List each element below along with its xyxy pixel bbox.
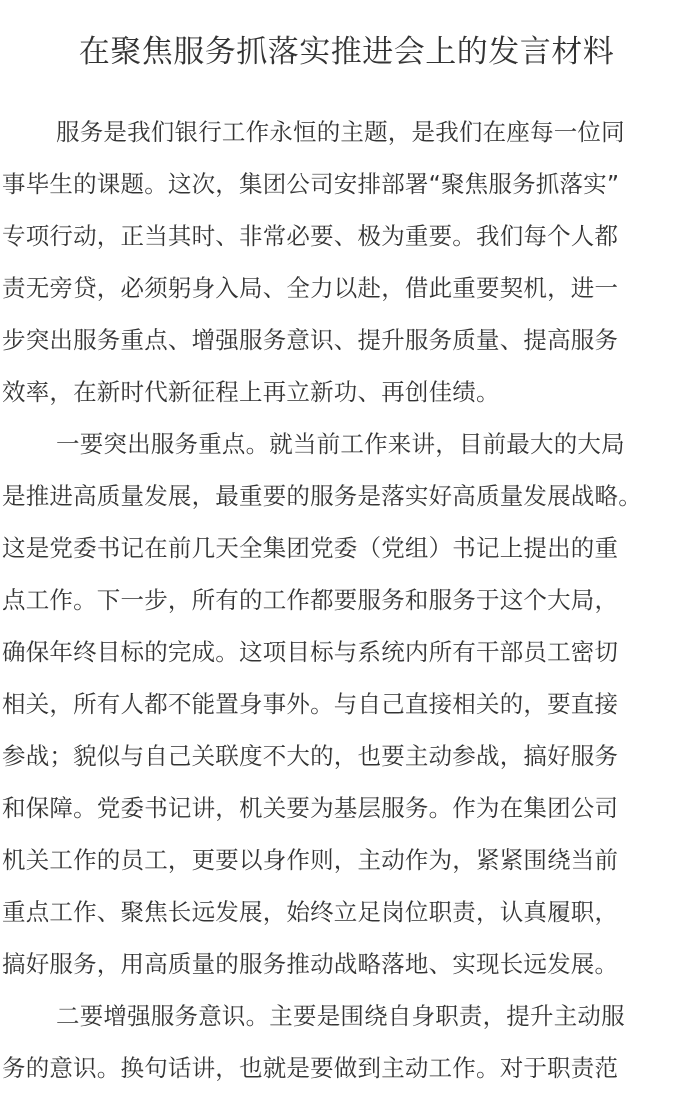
paragraph-line: 这是党委书记在前几天全集团党委（党组）书记上提出的重: [2, 534, 619, 562]
paragraph-line: 重点工作、聚焦长远发展，始终立足岗位职责，认真履职，: [2, 898, 619, 926]
document-title: 在聚焦服务抓落实推进会上的发言材料: [78, 34, 615, 70]
document-body: [2, 106, 692, 1094]
paragraph-line: 服务是我们银行工作永恒的主题，是我们在座每一位同: [56, 118, 625, 146]
paragraph-line: 务的意识。换句话讲，也就是要做到主动工作。对于职责范: [2, 1054, 619, 1082]
paragraph-service-theme: [2, 106, 692, 418]
paragraph-line: 点工作。下一步，所有的工作都要服务和服务于这个大局，: [2, 586, 619, 614]
paragraph-service-awareness: [2, 990, 692, 1094]
paragraph-line: 机关工作的员工，更要以身作则，主动作为，紧紧围绕当前: [2, 846, 619, 874]
paragraph-line: 确保年终目标的完成。这项目标与系统内所有干部员工密切: [2, 638, 619, 666]
paragraph-line: 相关，所有人都不能置身事外。与自己直接相关的，要直接: [2, 690, 619, 718]
paragraph-line: 责无旁贷，必须躬身入局、全力以赴，借此重要契机，进一: [2, 274, 619, 302]
paragraph-line: 效率，在新时代新征程上再立新功、再创佳绩。: [2, 378, 500, 406]
paragraph-line: 专项行动，正当其时、非常必要、极为重要。我们每个人都: [2, 222, 619, 250]
paragraph-line: 搞好服务，用高质量的服务推动战略落地、实现长远发展。: [2, 950, 619, 978]
paragraph-line: 事毕生的课题。这次，集团公司安排部署“聚焦服务抓落实”: [2, 170, 620, 198]
paragraph-line: 步突出服务重点、增强服务意识、提升服务质量、提高服务: [2, 326, 619, 354]
paragraph-line: 一要突出服务重点。就当前工作来讲，目前最大的大局: [56, 430, 625, 458]
paragraph-line: 是推进高质量发展，最重要的服务是落实好高质量发展战略。: [2, 482, 642, 510]
paragraph-service-focus: [2, 418, 692, 990]
paragraph-line: 二要增强服务意识。主要是围绕自身职责，提升主动服: [56, 1002, 625, 1030]
paragraph-line: 和保障。党委书记讲，机关要为基层服务。作为在集团公司: [2, 794, 619, 822]
paragraph-line: 参战；貌似与自己关联度不大的，也要主动参战，搞好服务: [2, 742, 619, 770]
